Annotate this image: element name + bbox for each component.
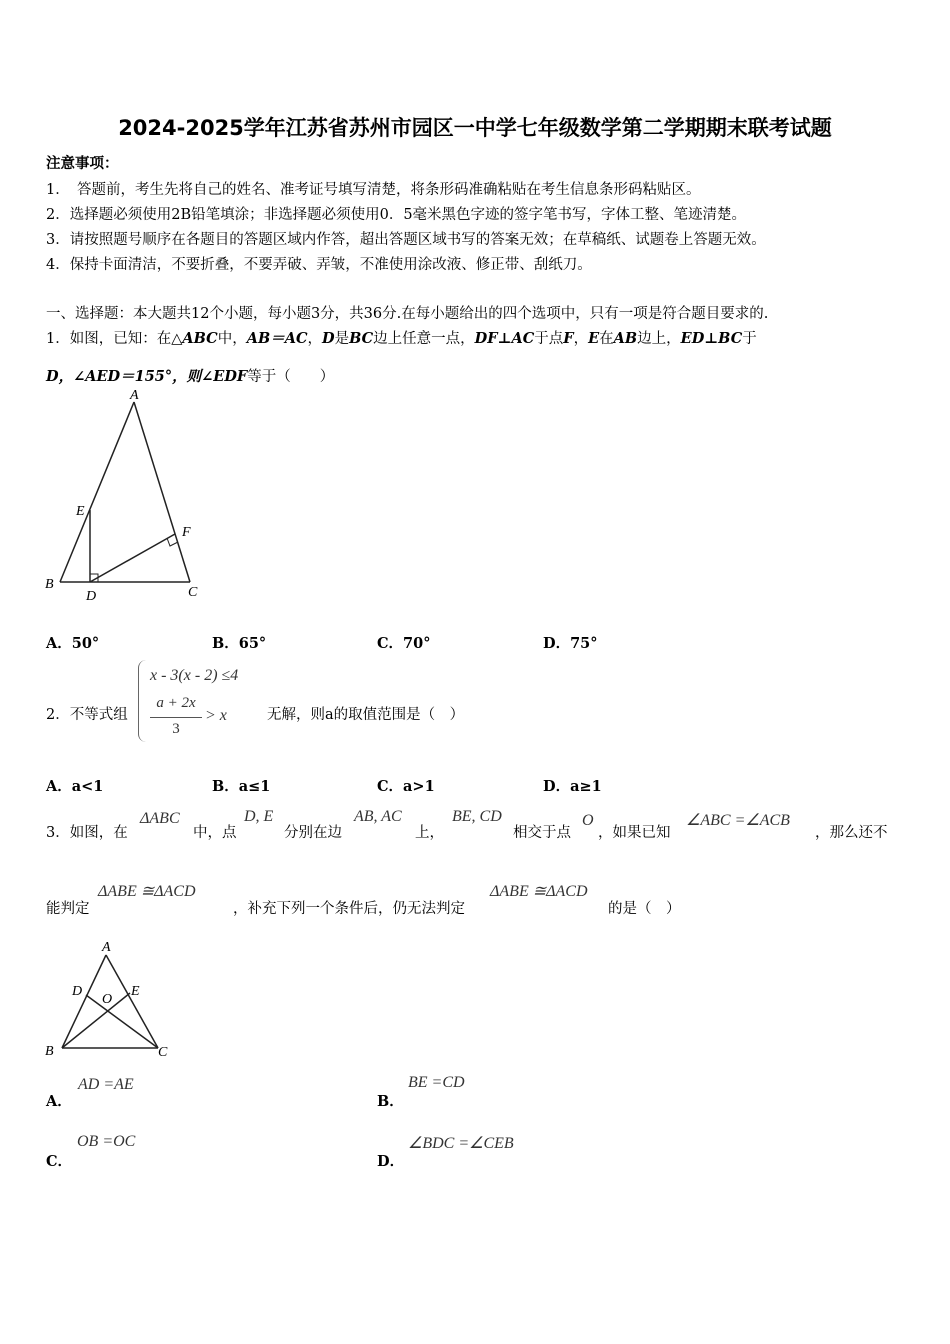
q1-label-b: B bbox=[45, 577, 54, 592]
q1-text: 于 bbox=[742, 331, 757, 347]
q2-fraction-bar bbox=[150, 717, 202, 718]
q3-math-2: D, E bbox=[244, 808, 274, 825]
q3-label-a: A bbox=[102, 940, 111, 955]
section-heading: 一、选择题：本大题共12个小题，每小题3分，共36分.在每小题给出的四个选项中，只有一项是符合题目要求的. bbox=[46, 306, 769, 322]
q1-seg-df bbox=[90, 534, 175, 582]
notice-heading: 注意事项： bbox=[46, 155, 119, 172]
q2-inequality-2-rhs: > x bbox=[205, 707, 227, 724]
q3-text-3: 分别在边 bbox=[284, 825, 342, 841]
q3-text-5: 相交于点 bbox=[513, 825, 571, 841]
q3-math-1: ΔABC bbox=[140, 810, 180, 827]
q1-ab: AB bbox=[613, 330, 638, 347]
q1-side-ac bbox=[134, 402, 190, 582]
q1-option-d[interactable]: D．75° bbox=[543, 635, 598, 652]
q1-abc: ABC bbox=[182, 330, 218, 347]
q3-text-2: 中，点 bbox=[193, 825, 237, 841]
q3-option-c-expr: OB =OC bbox=[77, 1133, 136, 1150]
q1-text: 中， bbox=[217, 331, 247, 347]
q1-stem-line1 bbox=[46, 327, 757, 348]
q1-label-f: F bbox=[182, 525, 191, 540]
q3-text-6: ，如果已知 bbox=[598, 825, 671, 841]
q1-text: 于点 bbox=[534, 331, 564, 347]
q2-option-b[interactable]: B．a≤1 bbox=[212, 778, 271, 795]
q3-figure bbox=[40, 935, 190, 1065]
q3-side-ab bbox=[62, 955, 106, 1048]
q3-line2-text-3: 的是（ ） bbox=[608, 901, 681, 917]
q3-option-a-expr: AD =AE bbox=[78, 1076, 134, 1093]
q1-text: 边上任意一点， bbox=[373, 331, 475, 347]
q3-text-1: 3．如图，在 bbox=[46, 825, 128, 841]
q1-text: 是 bbox=[334, 331, 350, 347]
q3-math-5: O bbox=[582, 812, 594, 829]
page-title: 2024-2025学年江苏省苏州市园区一中学七年级数学第二学期期末联考试题 bbox=[118, 116, 832, 140]
q1-text: 边上， bbox=[637, 331, 681, 347]
q2-option-d[interactable]: D．a≥1 bbox=[543, 778, 602, 795]
q3-line2-text-1: 能判定 bbox=[46, 901, 90, 917]
q3-math-3: AB, AC bbox=[354, 808, 402, 825]
q2-inequality-1: x - 3(x - 2) ≤4 bbox=[150, 667, 239, 684]
q1-option-b[interactable]: B．65° bbox=[212, 635, 267, 652]
q2-option-c[interactable]: C．a>1 bbox=[377, 778, 435, 795]
q2-fraction-den: 3 bbox=[172, 721, 180, 737]
q1-option-c[interactable]: C．70° bbox=[377, 635, 431, 652]
q2-stem-post: 无解，则a的取值范围是（ ） bbox=[267, 707, 465, 723]
q1-d: D bbox=[322, 330, 335, 347]
q3-option-c-label: C． bbox=[46, 1153, 73, 1170]
q1-label-c: C bbox=[188, 585, 198, 600]
q3-option-b-expr: BE =CD bbox=[408, 1074, 465, 1091]
q3-math-6: ∠ABC =∠ACB bbox=[686, 812, 790, 829]
q3-label-c: C bbox=[158, 1045, 168, 1060]
q2-fraction-num: a + 2x bbox=[156, 695, 196, 711]
q1-e: E bbox=[588, 330, 600, 347]
q3-option-b-label: B． bbox=[377, 1093, 404, 1110]
q2-system-brace bbox=[138, 660, 147, 742]
q1-label-a: A bbox=[130, 388, 139, 403]
notice-item-4: 4．保持卡面清洁，不要折叠，不要弄破、弄皱，不准使用涂改液、修正带、刮纸刀。 bbox=[46, 257, 592, 273]
q3-line2-math-2: ΔABE ≅ΔACD bbox=[490, 883, 588, 900]
q1-label-e: E bbox=[76, 504, 85, 519]
q1-ab-eq-ac: AB＝AC bbox=[246, 330, 308, 347]
q3-text-4: 上， bbox=[415, 825, 444, 841]
q3-option-a-label: A． bbox=[46, 1093, 72, 1110]
notice-item-1: 1． 答题前，考生先将自己的姓名、准考证号填写清楚，将条形码准确粘贴在考生信息条形码粘贴区。 bbox=[46, 182, 701, 198]
q3-math-4: BE, CD bbox=[452, 808, 502, 825]
q2-stem-pre: 2．不等式组 bbox=[46, 707, 128, 723]
q1-d2: D bbox=[46, 368, 59, 385]
q1-ed: ED⊥BC bbox=[680, 330, 743, 347]
notice-item-3: 3．请按照题号顺序在各题目的答题区域内作答，超出答题区域书写的答案无效；在草稿纸、试题卷上答题无效。 bbox=[46, 232, 766, 248]
q1-end: 等于（ ） bbox=[247, 369, 335, 385]
q3-label-e: E bbox=[131, 984, 140, 999]
q3-label-b: B bbox=[45, 1044, 54, 1059]
q1-f: F bbox=[563, 330, 574, 347]
q1-text: ， bbox=[307, 331, 323, 347]
q1-side-ab bbox=[60, 402, 134, 582]
q1-figure bbox=[40, 388, 220, 608]
q3-line2-math-1: ΔABE ≅ΔACD bbox=[98, 883, 196, 900]
q1-bc: BC bbox=[349, 330, 374, 347]
q1-option-a[interactable]: A．50° bbox=[46, 635, 100, 652]
q3-option-d-label: D． bbox=[377, 1153, 405, 1170]
q3-label-o: O bbox=[102, 992, 113, 1007]
q1-text: 在 bbox=[599, 331, 614, 347]
notice-item-2: 2．选择题必须使用2B铅笔填涂；非选择题必须使用0．5毫米黑色字迹的签字笔书写，字体工整、笔迹清楚。 bbox=[46, 207, 747, 223]
q2-option-a[interactable]: A．a<1 bbox=[46, 778, 104, 795]
q3-text-7: ，那么还不 bbox=[815, 825, 888, 841]
q1-text: 1．如图，已知：在△ bbox=[46, 331, 183, 347]
q3-line2-text-2: ，补充下列一个条件后，仍无法判定 bbox=[233, 901, 465, 917]
q3-option-d-expr: ∠BDC =∠CEB bbox=[408, 1135, 514, 1152]
q1-df: DF⊥AC bbox=[474, 330, 535, 347]
q1-angle: ，∠AED＝155°，则∠EDF bbox=[58, 368, 248, 385]
q1-text: ， bbox=[573, 331, 589, 347]
q1-label-d: D bbox=[86, 589, 97, 604]
q1-stem-line2 bbox=[46, 365, 334, 386]
q3-seg-cd bbox=[86, 995, 158, 1048]
q3-label-d: D bbox=[72, 984, 83, 999]
q3-side-ac bbox=[106, 955, 158, 1048]
